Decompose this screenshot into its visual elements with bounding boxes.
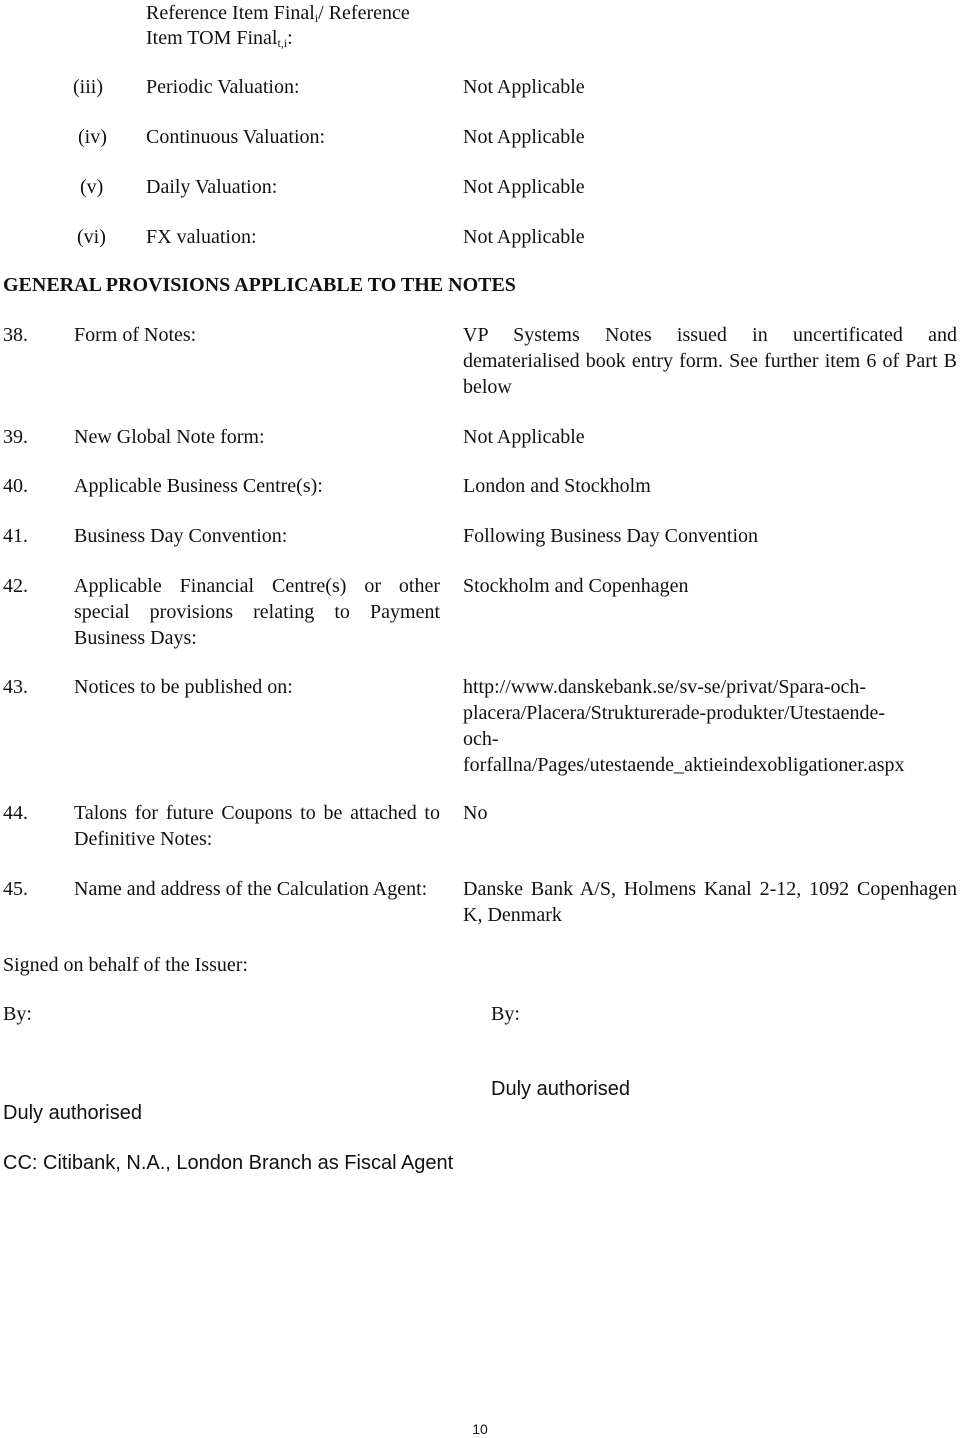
item-value: Not Applicable xyxy=(463,176,585,198)
item-label: Notices to be published on: xyxy=(74,676,293,698)
by-label-left: By: xyxy=(3,1003,32,1025)
item-value: VP Systems Notes issued in uncertificated and dematerialised book entry form. See further item 6 of Part B below xyxy=(463,324,957,398)
item-value: Danske Bank A/S, Holmens Kanal 2-12, 1092 Copenhagen K, Denmark xyxy=(463,878,957,926)
item-value: Not Applicable xyxy=(463,226,585,248)
item-label: Periodic Valuation: xyxy=(146,76,300,98)
item-number: 41. xyxy=(3,525,28,547)
duly-authorised-left: Duly authorised xyxy=(3,1102,142,1124)
item-label: Business Day Convention: xyxy=(74,525,288,547)
item-number: (iii) xyxy=(73,76,103,98)
item-label: Applicable Financial Centre(s) or other special provisions relating to Payment Business Days: xyxy=(74,575,440,649)
notice-url-line-4: forfallna/Pages/utestaende_aktieindexobligationer.aspx xyxy=(463,754,905,776)
item-number: (v) xyxy=(80,176,104,198)
item-number: (iv) xyxy=(78,126,107,148)
item-value: Not Applicable xyxy=(463,76,585,98)
item-number: 42. xyxy=(3,575,28,597)
item-value: No xyxy=(463,802,488,824)
item-label: Name and address of the Calculation Agent: xyxy=(74,878,428,900)
page-number: 10 xyxy=(472,1421,488,1437)
item-label: Talons for future Coupons to be attached to Definitive Notes: xyxy=(74,802,440,850)
signed-on-behalf-text: Signed on behalf of the Issuer: xyxy=(3,954,248,976)
item-label: Continuous Valuation: xyxy=(146,126,326,148)
item-label: FX valuation: xyxy=(146,226,257,248)
cc-fiscal-agent: CC: Citibank, N.A., London Branch as Fiscal Agent xyxy=(3,1152,454,1174)
item-value: Not Applicable xyxy=(463,126,585,148)
item-label: New Global Note form: xyxy=(74,426,265,448)
reference-item-line-1: Reference Item Final$_i$/ Reference xyxy=(146,2,410,25)
item-number: 39. xyxy=(3,426,28,448)
notice-url-line-2: placera/Placera/Strukturerade-produkter/Utestaende- xyxy=(463,702,886,724)
item-label: Applicable Business Centre(s): xyxy=(74,475,323,497)
item-number: (vi) xyxy=(77,226,106,248)
item-number: 45. xyxy=(3,878,28,900)
item-value: London and Stockholm xyxy=(463,475,651,497)
item-value: Stockholm and Copenhagen xyxy=(463,575,689,597)
duly-authorised-right: Duly authorised xyxy=(491,1078,630,1100)
item-number: 43. xyxy=(3,676,28,698)
notice-url-line-3: och- xyxy=(463,728,499,750)
notice-url-line-1: http://www.danskebank.se/sv-se/privat/Spara-och- xyxy=(463,676,867,698)
item-number: 44. xyxy=(3,802,28,824)
item-number: 40. xyxy=(3,475,28,497)
item-label: Form of Notes: xyxy=(74,324,197,346)
reference-item-line-2: Item TOM Final$_{t,i}$: xyxy=(146,27,293,50)
item-value: Following Business Day Convention xyxy=(463,525,759,547)
item-value: Not Applicable xyxy=(463,426,585,448)
section-heading: GENERAL PROVISIONS APPLICABLE TO THE NOTES xyxy=(3,274,516,296)
item-number: 38. xyxy=(3,324,28,346)
item-label: Daily Valuation: xyxy=(146,176,278,198)
by-label-right: By: xyxy=(491,1003,520,1025)
